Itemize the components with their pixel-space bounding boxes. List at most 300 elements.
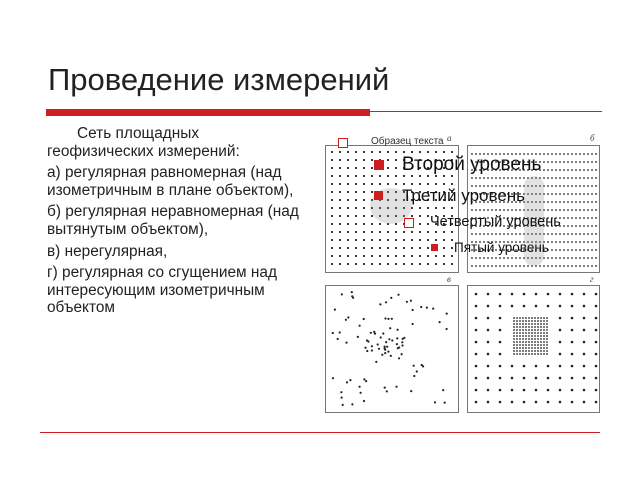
survey-point (395, 183, 397, 185)
survey-point (547, 209, 549, 211)
survey-point (380, 336, 382, 338)
survey-point (555, 201, 557, 203)
survey-point (519, 320, 521, 322)
survey-point (339, 331, 341, 333)
survey-point (355, 207, 357, 209)
survey-point (483, 177, 485, 179)
survey-point (522, 347, 524, 349)
survey-point (444, 402, 446, 404)
survey-point (516, 329, 518, 331)
survey-point (511, 209, 513, 211)
survey-point (531, 347, 533, 349)
placeholder-bullet-icon (338, 138, 348, 148)
survey-point (543, 341, 545, 343)
survey-point (535, 401, 538, 404)
survey-point (413, 375, 415, 377)
survey-point (427, 215, 429, 217)
survey-point (546, 326, 548, 328)
survey-point (543, 350, 545, 352)
survey-point (519, 209, 521, 211)
survey-point (487, 233, 489, 235)
survey-point (387, 167, 389, 169)
placeholder-sample-text[interactable]: Образец текста (371, 136, 444, 147)
survey-point (571, 257, 573, 259)
survey-point (571, 293, 574, 296)
survey-point (540, 335, 542, 337)
survey-point (503, 177, 505, 179)
survey-point (528, 353, 530, 355)
survey-point (491, 233, 493, 235)
survey-point (499, 209, 501, 211)
survey-point (435, 207, 437, 209)
survey-point (547, 293, 550, 296)
survey-point (563, 161, 565, 163)
survey-point (419, 239, 421, 241)
survey-point (379, 175, 381, 177)
survey-point (583, 161, 585, 163)
survey-point (507, 177, 509, 179)
survey-point (567, 201, 569, 203)
survey-point (522, 350, 524, 352)
survey-point (563, 257, 565, 259)
survey-point (395, 239, 397, 241)
survey-point (451, 239, 453, 241)
survey-point (331, 263, 333, 265)
survey-point (411, 183, 413, 185)
survey-point (571, 329, 574, 332)
survey-point (511, 377, 514, 380)
survey-point (559, 353, 562, 356)
survey-point (395, 386, 397, 388)
survey-point (395, 247, 397, 249)
survey-point (487, 265, 489, 267)
survey-point (571, 341, 574, 344)
survey-point (567, 249, 569, 251)
survey-point (591, 225, 593, 227)
survey-point (347, 199, 349, 201)
survey-point (571, 305, 574, 308)
survey-point (332, 377, 334, 379)
survey-point (543, 161, 545, 163)
survey-point (555, 153, 557, 155)
survey-point (519, 347, 521, 349)
survey-point (555, 209, 557, 211)
survey-point (491, 209, 493, 211)
survey-point (331, 175, 333, 177)
survey-point (347, 215, 349, 217)
survey-point (443, 255, 445, 257)
survey-point (475, 305, 478, 308)
survey-point (451, 183, 453, 185)
survey-point (516, 341, 518, 343)
survey-point (451, 255, 453, 257)
survey-point (359, 386, 361, 388)
survey-point (571, 233, 573, 235)
survey-point (567, 225, 569, 227)
survey-point (516, 350, 518, 352)
survey-point (555, 249, 557, 251)
survey-point (339, 231, 341, 233)
survey-point (340, 391, 342, 393)
survey-point (525, 323, 527, 325)
survey-point (355, 199, 357, 201)
survey-point (567, 217, 569, 219)
survey-point (591, 249, 593, 251)
survey-point (475, 341, 478, 344)
survey-point (339, 247, 341, 249)
survey-point (487, 293, 490, 296)
survey-point (355, 255, 357, 257)
survey-point (511, 305, 514, 308)
survey-point (595, 401, 598, 404)
survey-point (503, 265, 505, 267)
survey-point (559, 265, 561, 267)
survey-point (411, 255, 413, 257)
survey-point (339, 191, 341, 193)
panel-letter-v: в (447, 274, 451, 284)
survey-point (522, 344, 524, 346)
survey-point (439, 321, 441, 323)
survey-point (579, 233, 581, 235)
grid-points-g (468, 286, 599, 412)
survey-point (487, 377, 490, 380)
survey-point (531, 329, 533, 331)
survey-point (379, 239, 381, 241)
survey-point (587, 169, 589, 171)
survey-point (537, 350, 539, 352)
survey-point (516, 347, 518, 349)
survey-point (571, 225, 573, 227)
survey-point (495, 265, 497, 267)
survey-point (483, 209, 485, 211)
survey-point (371, 151, 373, 153)
survey-point (563, 241, 565, 243)
survey-point (511, 265, 513, 267)
survey-point (427, 151, 429, 153)
survey-point (523, 293, 526, 296)
paragraph-g: г) регулярная со сгущением над интересующим изометричным объектом (47, 264, 277, 317)
survey-point (403, 255, 405, 257)
survey-point (583, 241, 585, 243)
survey-point (583, 329, 586, 332)
survey-point (347, 255, 349, 257)
survey-point (525, 332, 527, 334)
survey-point (571, 161, 573, 163)
survey-point (537, 344, 539, 346)
survey-point (547, 401, 550, 404)
survey-point (525, 317, 527, 319)
survey-point (388, 338, 390, 340)
survey-point (331, 255, 333, 257)
survey-point (363, 175, 365, 177)
survey-point (397, 347, 399, 349)
survey-point (395, 151, 397, 153)
survey-point (523, 265, 525, 267)
survey-point (395, 159, 397, 161)
survey-point (374, 333, 376, 335)
survey-point (551, 233, 553, 235)
survey-point (563, 201, 565, 203)
survey-point (555, 193, 557, 195)
survey-point (528, 335, 530, 337)
survey-point (435, 151, 437, 153)
survey-point (371, 255, 373, 257)
survey-point (387, 239, 389, 241)
paragraph-a: а) регулярная равномерная (над изометричным в плане объектом), (47, 164, 294, 199)
survey-point (579, 177, 581, 179)
survey-point (446, 328, 448, 330)
survey-point (559, 389, 562, 392)
survey-point (583, 225, 585, 227)
survey-point (591, 169, 593, 171)
survey-point (483, 233, 485, 235)
survey-point (591, 209, 593, 211)
survey-point (427, 255, 429, 257)
survey-point (379, 183, 381, 185)
survey-point (551, 193, 553, 195)
survey-point (507, 257, 509, 259)
survey-point (583, 249, 585, 251)
survey-point (347, 191, 349, 193)
survey-point (563, 153, 565, 155)
survey-point (331, 199, 333, 201)
survey-point (591, 233, 593, 235)
survey-point (475, 377, 478, 380)
survey-point (513, 344, 515, 346)
survey-point (351, 295, 353, 297)
survey-point (571, 265, 573, 267)
survey-point (351, 403, 353, 405)
survey-point (551, 201, 553, 203)
survey-point (401, 344, 403, 346)
survey-point (543, 338, 545, 340)
survey-point (534, 350, 536, 352)
survey-point (384, 346, 386, 348)
survey-point (363, 191, 365, 193)
survey-point (475, 233, 477, 235)
survey-point (575, 257, 577, 259)
survey-point (516, 320, 518, 322)
survey-point (511, 401, 514, 404)
survey-point (513, 320, 515, 322)
survey-point (513, 341, 515, 343)
survey-point (591, 201, 593, 203)
survey-point (495, 233, 497, 235)
survey-point (387, 263, 389, 265)
survey-point (559, 233, 561, 235)
survey-point (487, 341, 490, 344)
survey-point (528, 332, 530, 334)
survey-point (531, 350, 533, 352)
survey-point (411, 215, 413, 217)
survey-point (583, 177, 585, 179)
survey-point (534, 323, 536, 325)
survey-point (579, 201, 581, 203)
grid-panel-g (467, 285, 600, 413)
survey-point (355, 151, 357, 153)
survey-point (511, 293, 514, 296)
survey-point (528, 317, 530, 319)
survey-point (513, 350, 515, 352)
survey-point (355, 175, 357, 177)
survey-point (419, 183, 421, 185)
survey-point (364, 347, 366, 349)
survey-point (487, 305, 490, 308)
placeholder-level4[interactable]: Четвертый уровень (430, 214, 561, 230)
survey-point (559, 193, 561, 195)
survey-point (475, 353, 478, 356)
placeholder-level5[interactable]: Пятый уровень (454, 240, 549, 255)
survey-point (587, 153, 589, 155)
survey-point (347, 175, 349, 177)
level2-bullet-icon (374, 160, 384, 170)
survey-point (363, 239, 365, 241)
survey-point (543, 265, 545, 267)
survey-point (525, 320, 527, 322)
survey-point (331, 183, 333, 185)
survey-point (522, 323, 524, 325)
survey-point (575, 217, 577, 219)
survey-point (371, 175, 373, 177)
survey-point (385, 301, 387, 303)
survey-point (563, 169, 565, 171)
survey-point (339, 159, 341, 161)
survey-point (551, 169, 553, 171)
survey-point (547, 201, 549, 203)
survey-point (575, 185, 577, 187)
title-underline-rule (370, 111, 602, 112)
survey-point (331, 215, 333, 217)
survey-point (591, 153, 593, 155)
survey-point (551, 257, 553, 259)
survey-point (579, 257, 581, 259)
survey-point (583, 193, 585, 195)
survey-point (475, 389, 478, 392)
survey-point (419, 231, 421, 233)
survey-point (537, 320, 539, 322)
survey-point (371, 191, 373, 193)
survey-point (571, 193, 573, 195)
survey-point (528, 338, 530, 340)
survey-point (519, 341, 521, 343)
survey-point (331, 239, 333, 241)
survey-point (583, 377, 586, 380)
survey-point (575, 201, 577, 203)
survey-point (471, 177, 473, 179)
survey-point (443, 151, 445, 153)
survey-point (426, 307, 428, 309)
survey-point (516, 326, 518, 328)
survey-point (567, 265, 569, 267)
survey-point (420, 306, 422, 308)
survey-point (543, 347, 545, 349)
survey-point (551, 161, 553, 163)
survey-point (390, 355, 392, 357)
survey-point (571, 249, 573, 251)
survey-point (331, 231, 333, 233)
survey-point (575, 177, 577, 179)
survey-point (551, 209, 553, 211)
placeholder-level3[interactable]: Третий уровень (402, 186, 526, 205)
survey-point (411, 247, 413, 249)
survey-point (371, 167, 373, 169)
survey-point (360, 392, 362, 394)
survey-point (543, 329, 545, 331)
survey-point (451, 263, 453, 265)
survey-point (332, 332, 334, 334)
survey-point (547, 161, 549, 163)
survey-point (523, 377, 526, 380)
survey-point (339, 167, 341, 169)
survey-point (395, 231, 397, 233)
survey-point (537, 329, 539, 331)
survey-point (365, 380, 367, 382)
survey-point (427, 247, 429, 249)
survey-point (551, 185, 553, 187)
survey-point (435, 239, 437, 241)
level5-bullet-icon (431, 244, 438, 251)
survey-point (381, 354, 383, 356)
placeholder-level2[interactable]: Второй уровень (402, 154, 542, 175)
survey-point (503, 233, 505, 235)
survey-point (387, 231, 389, 233)
survey-point (540, 347, 542, 349)
survey-point (370, 332, 372, 334)
survey-point (507, 233, 509, 235)
survey-point (513, 323, 515, 325)
survey-point (540, 332, 542, 334)
survey-point (427, 263, 429, 265)
survey-point (519, 344, 521, 346)
grid-panel-v (325, 285, 459, 413)
survey-point (499, 365, 502, 368)
survey-point (479, 233, 481, 235)
survey-point (443, 183, 445, 185)
survey-point (522, 320, 524, 322)
survey-point (384, 387, 386, 389)
survey-point (543, 353, 545, 355)
survey-point (491, 177, 493, 179)
survey-point (595, 365, 598, 368)
survey-point (523, 177, 525, 179)
survey-point (395, 255, 397, 257)
survey-point (522, 341, 524, 343)
survey-point (363, 378, 365, 380)
survey-point (519, 353, 521, 355)
paragraph-intro: Сеть площадных геофизических измерений: (47, 125, 240, 160)
survey-point (387, 247, 389, 249)
survey-point (525, 347, 527, 349)
survey-point (363, 223, 365, 225)
survey-point (491, 257, 493, 259)
survey-point (587, 209, 589, 211)
survey-point (528, 341, 530, 343)
survey-point (355, 215, 357, 217)
survey-point (595, 177, 597, 179)
survey-point (401, 341, 403, 343)
survey-point (559, 401, 562, 404)
survey-point (559, 241, 561, 243)
survey-point (339, 207, 341, 209)
survey-point (339, 175, 341, 177)
survey-point (347, 183, 349, 185)
survey-point (341, 293, 343, 295)
survey-point (522, 353, 524, 355)
survey-point (547, 185, 549, 187)
survey-point (567, 233, 569, 235)
survey-point (406, 301, 408, 303)
survey-point (579, 185, 581, 187)
